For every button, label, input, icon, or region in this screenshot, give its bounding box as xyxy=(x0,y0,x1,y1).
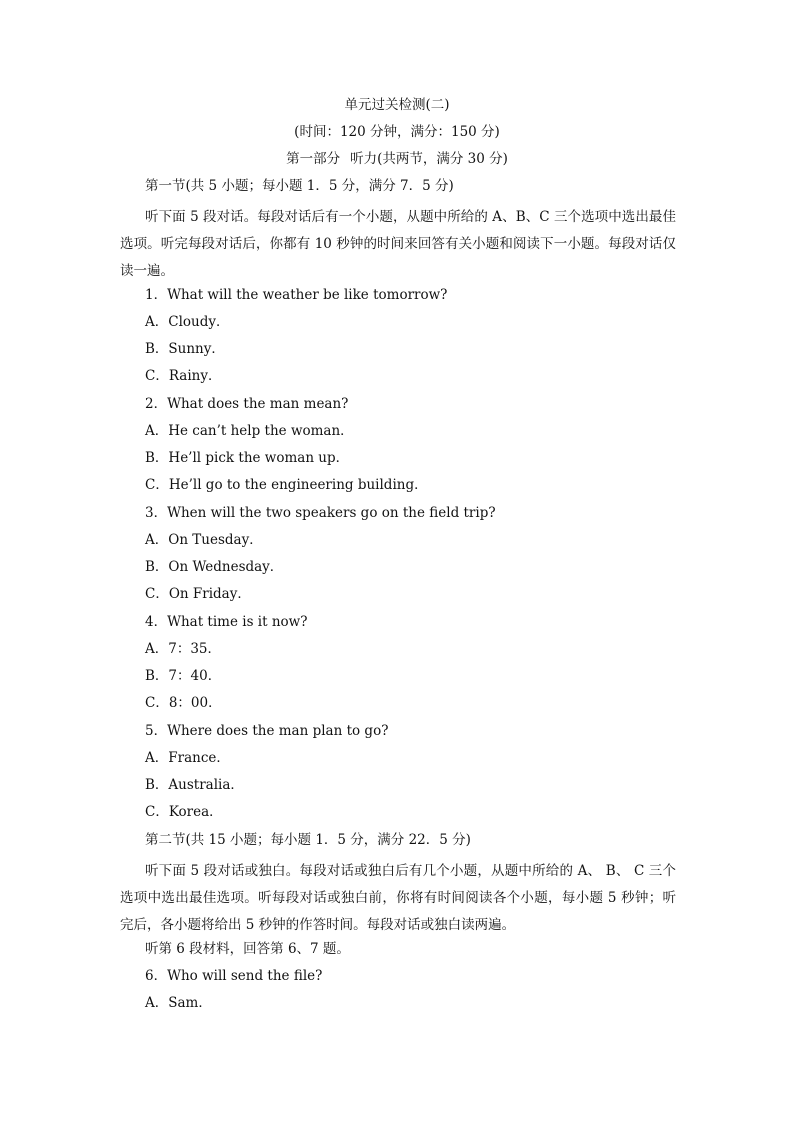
question-option: C．He’ll go to the engineering building． xyxy=(145,477,428,493)
question-option: A．He can’t help the woman． xyxy=(145,423,354,439)
question-option: B．On Wednesday． xyxy=(145,559,284,575)
question-option: B．Australia． xyxy=(145,777,244,793)
question-stem: 3．When will the two speakers go on the field trip? xyxy=(145,505,496,521)
question-stem: 5．Where does the man plan to go? xyxy=(145,723,389,739)
question-option: C．8：00． xyxy=(145,695,222,711)
question-stem: 4．What time is it now? xyxy=(145,614,308,630)
section-two-heading: 第二节(共 15 小题；每小题 1．5 分，满分 22．5 分) xyxy=(145,832,471,848)
question-option: A．Sam． xyxy=(145,995,212,1011)
question-option: B．7：40． xyxy=(145,668,222,684)
part-one-heading xyxy=(0,150,794,168)
question-stem: 6．Who will send the file? xyxy=(145,968,323,984)
question-stem: 2．What does the man mean? xyxy=(145,396,349,412)
question-option: C．Korea． xyxy=(145,804,223,820)
question-option: A．7：35． xyxy=(145,641,222,657)
section-one-heading: 第一节(共 5 小题；每小题 1．5 分，满分 7．5 分) xyxy=(145,178,454,194)
question-stem: 1．What will the weather be like tomorrow? xyxy=(145,287,448,303)
section-one-instructions: 听下面 5 段对话。每段对话后有一个小题，从题中所给的 A、B、C 三个选项中选出最佳选项。听完每段对话后，你都有 10 秒钟的时间来回答有关小题和阅读下一小题。每段对话仅读一遍。 xyxy=(120,209,676,279)
part-one-desc: 听力(共两节，满分 30 分) xyxy=(350,151,508,167)
section-two-instructions: 听下面 5 段对话或独白。每段对话或独白后有几个小题，从题中所给的 A、 B、 C 三个选项中选出最佳选项。听每段对话或独白前，你将有时间阅读各个小题，每小题 5 秒钟；听完后，各小题将给出 5 秒钟的作答时间。每段对话或独白读两遍。 xyxy=(120,863,676,933)
material-note: 听第 6 段材料，回答第 6、7 题。 xyxy=(145,941,350,957)
question-option: C．Rainy． xyxy=(145,368,222,384)
question-option: B．Sunny． xyxy=(145,341,225,357)
question-option: C．On Friday． xyxy=(145,586,251,602)
question-option: A．On Tuesday． xyxy=(145,532,263,548)
time-info: (时间：120 分钟，满分：150 分) xyxy=(294,124,500,140)
question-option: B．He’ll pick the woman up． xyxy=(145,450,350,466)
question-option: A．France． xyxy=(145,750,230,766)
part-one-label: 第一部分 xyxy=(286,151,341,167)
page-title: 单元过关检测(二) xyxy=(344,97,450,113)
question-option: A．Cloudy． xyxy=(145,314,230,330)
